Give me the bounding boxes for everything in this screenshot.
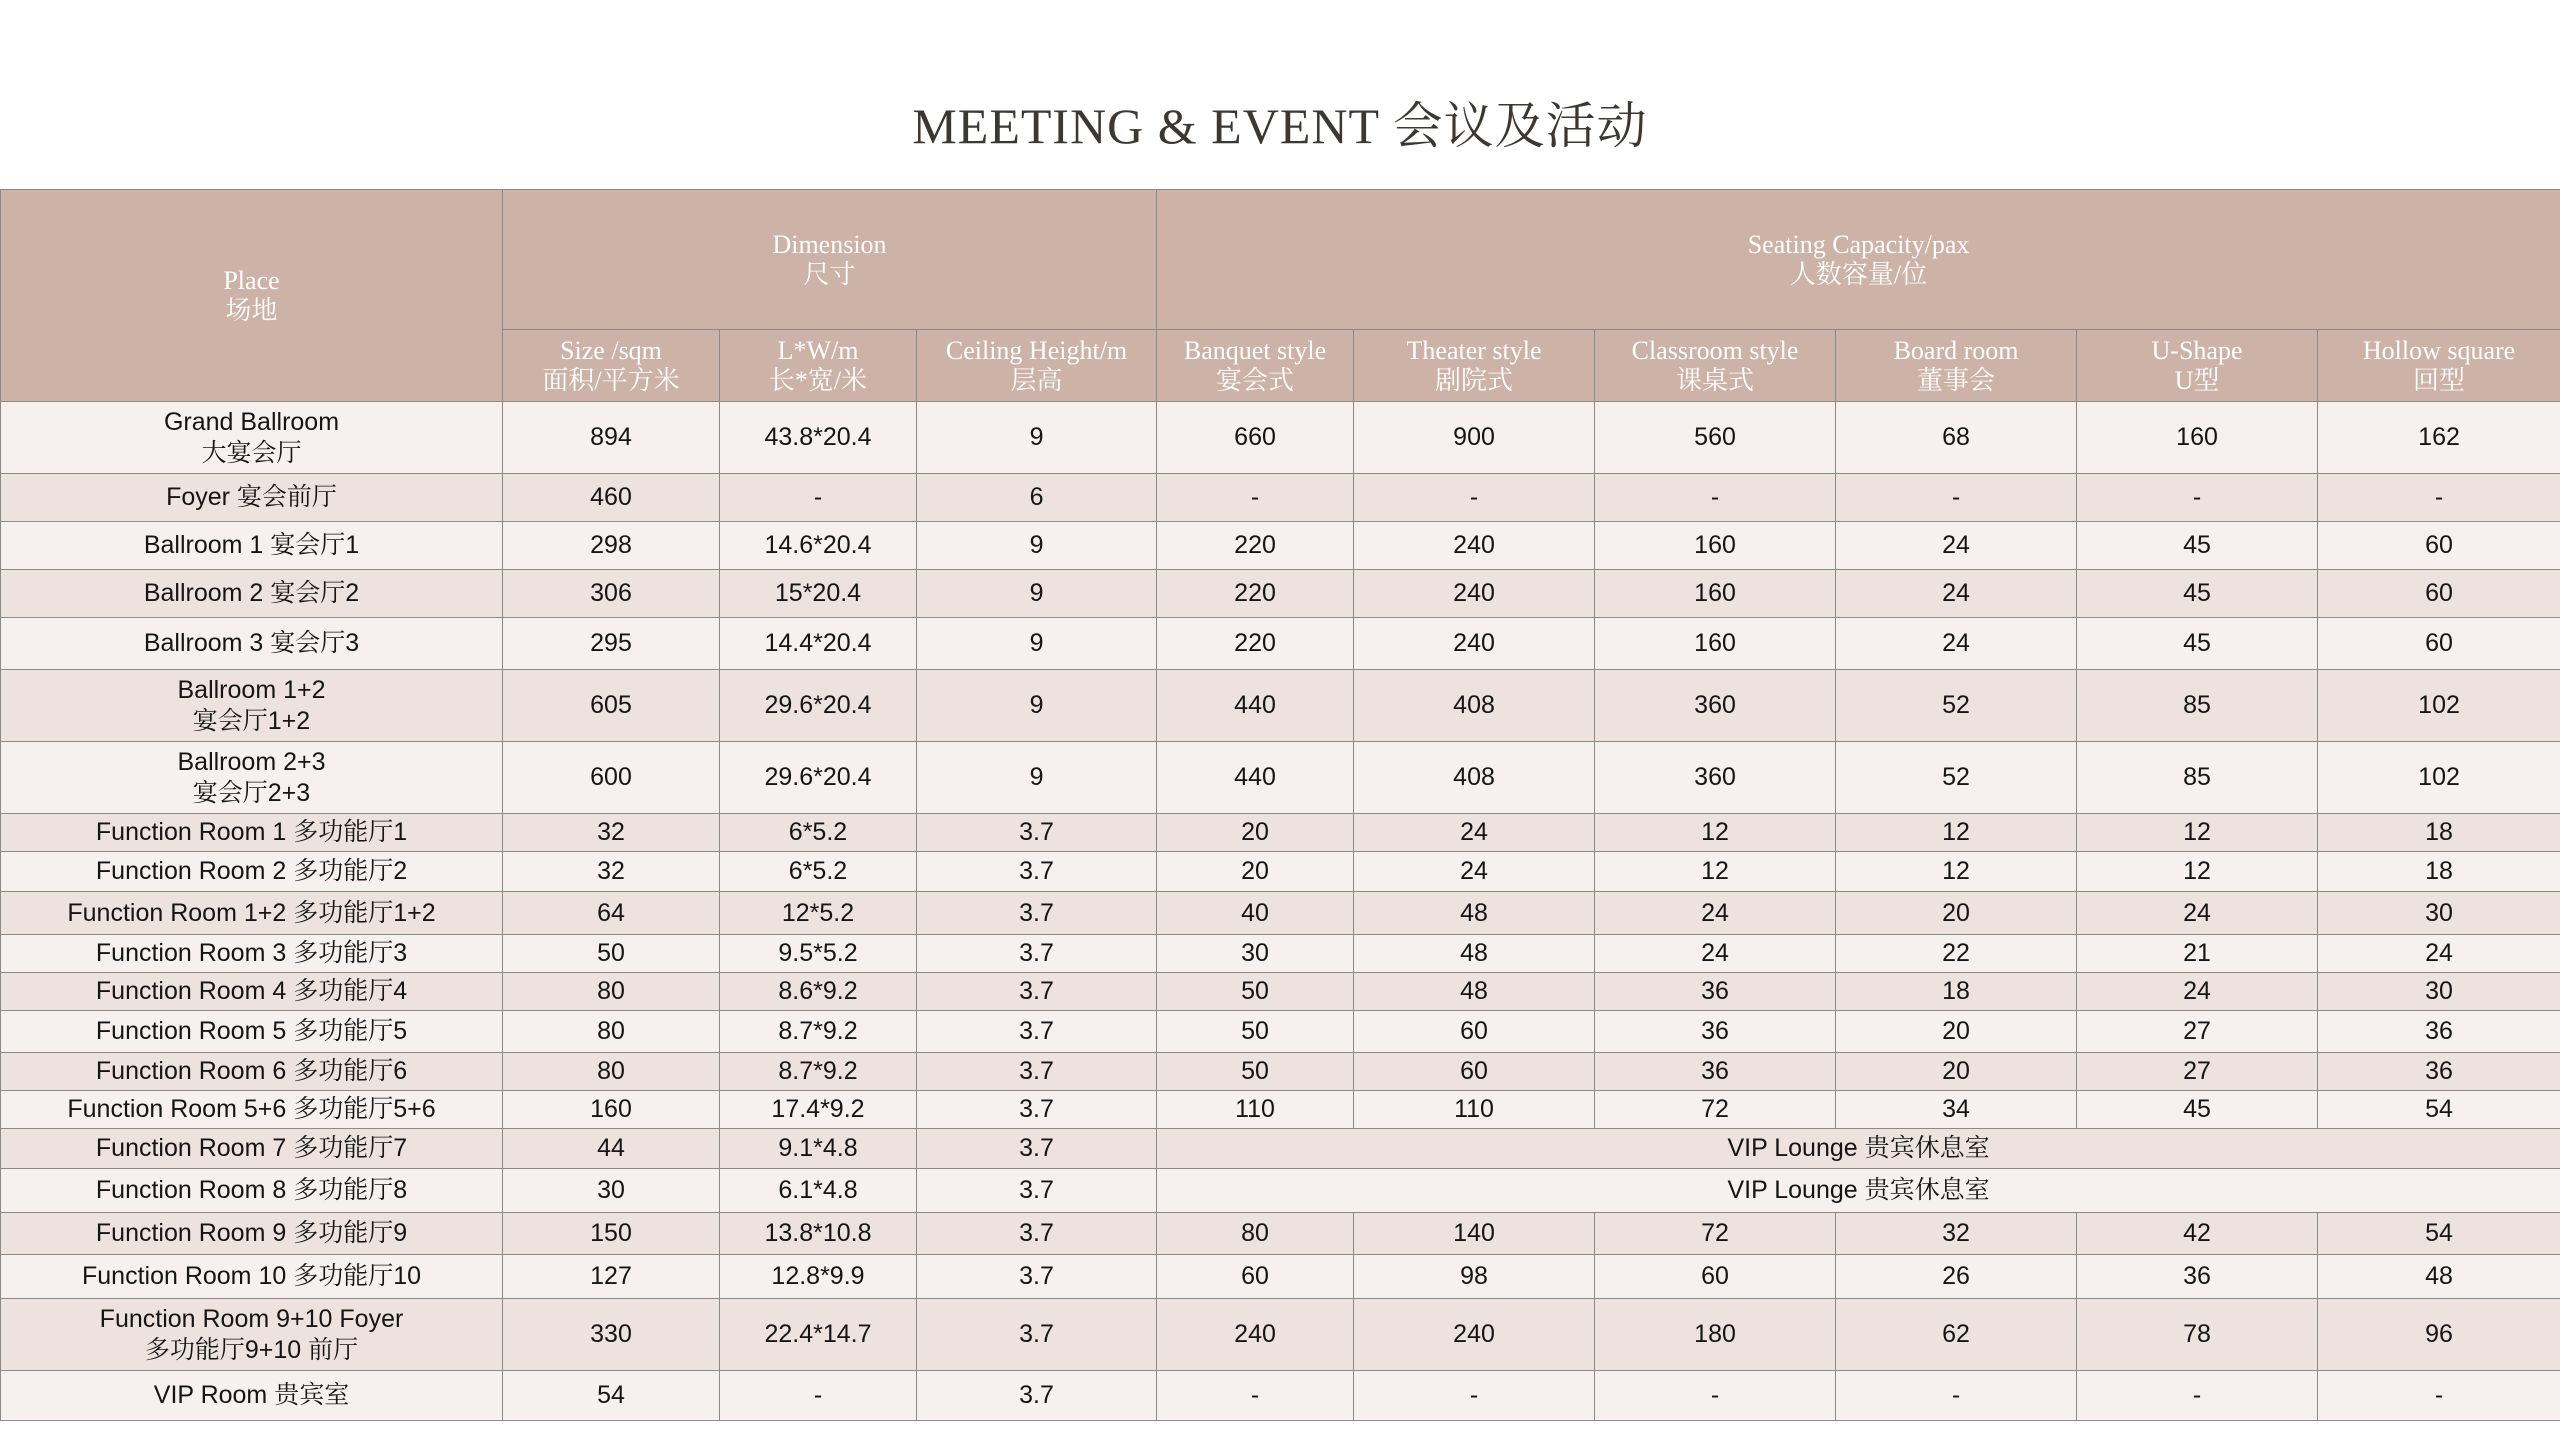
place-cell [1,973,503,1011]
place-cell [1,935,503,973]
place-cell [1,522,503,570]
value-cell: 80 [503,1053,720,1091]
value-cell: 110 [1157,1091,1354,1129]
place-cell [1,570,503,618]
value-cell: 30 [503,1169,720,1213]
value-cell: 6.1*4.8 [720,1169,917,1213]
place-name: Function Room 1+2 多功能厅1+2 [67,898,436,927]
table-row [1,474,2560,522]
value-cell: 50 [1157,1011,1354,1053]
value-cell: 140 [1354,1213,1595,1255]
table-row [1,1011,2560,1053]
column-header-en: L*W/m [777,335,859,365]
header-seating-zh: 人数容量/位 [1789,259,1928,289]
value-cell: 85 [2077,670,2318,742]
place-name: Ballroom 1 宴会厅1 [143,531,360,559]
value-cell: - [1157,474,1354,522]
place-cell [1,474,503,522]
place-name: Function Room 3 多功能厅3 [95,939,408,967]
place-name: Function Room 9+10 Foyer [99,1304,404,1333]
value-cell: 62 [1836,1299,2077,1371]
value-cell: 460 [503,474,720,522]
value-cell: 60 [1595,1255,1836,1299]
header-seating-en: Seating Capacity/pax [1747,229,1970,259]
value-cell: 18 [2318,852,2560,892]
value-cell: 894 [503,402,720,474]
value-cell: 3.7 [917,1255,1157,1299]
value-cell: 60 [2318,618,2560,670]
value-cell: 240 [1354,618,1595,670]
column-header-zh: U型 [2174,365,2220,395]
value-cell: 80 [503,1011,720,1053]
value-cell: 3.7 [917,852,1157,892]
value-cell: 180 [1595,1299,1836,1371]
place-cell [1,670,503,742]
value-cell: 12*5.2 [720,892,917,935]
value-cell: 20 [1157,852,1354,892]
value-cell: 24 [2077,973,2318,1011]
value-cell: 85 [2077,742,2318,814]
value-cell: 24 [2318,935,2560,973]
value-cell: 24 [1836,570,2077,618]
value-cell: 127 [503,1255,720,1299]
value-cell: 20 [1157,814,1354,852]
header-dimension-zh: 尺寸 [803,259,856,289]
value-cell: 12 [2077,852,2318,892]
value-cell: 3.7 [917,1053,1157,1091]
value-cell: 54 [2318,1091,2560,1129]
value-cell: 240 [1354,522,1595,570]
place-name: Foyer 宴会前厅 [166,483,337,511]
value-cell: 18 [1836,973,2077,1011]
header-place [1,190,503,402]
value-cell: 32 [1836,1213,2077,1255]
place-name: Function Room 9 多功能厅9 [95,1219,408,1247]
value-cell: 48 [1354,973,1595,1011]
value-cell: 9 [917,570,1157,618]
column-header [2318,330,2560,402]
place-cell [1,742,503,814]
value-cell: 44 [503,1129,720,1169]
table-row [1,1053,2560,1091]
place-name: Ballroom 1+2 [177,675,326,704]
table-row [1,1129,2560,1169]
column-header [503,330,720,402]
value-cell: 45 [2077,522,2318,570]
value-cell: 50 [1157,1053,1354,1091]
value-cell: 3.7 [917,1091,1157,1129]
column-header-en: U-Shape [2151,335,2243,365]
place-cell [1,1213,503,1255]
table-row [1,522,2560,570]
table-row [1,670,2560,742]
place-cell [1,402,503,474]
value-cell: 54 [503,1371,720,1421]
value-cell: 102 [2318,670,2560,742]
place-cell [1,1011,503,1053]
value-cell: 36 [1595,973,1836,1011]
table-row [1,402,2560,474]
value-cell: 12 [1836,814,2077,852]
value-cell: 330 [503,1299,720,1371]
table-row [1,1213,2560,1255]
value-cell: 60 [2318,522,2560,570]
value-cell: 14.4*20.4 [720,618,917,670]
value-cell: 15*20.4 [720,570,917,618]
value-cell: - [1836,1371,2077,1421]
column-header-zh: 面积/平方米 [542,365,680,395]
value-cell: - [1354,474,1595,522]
value-cell: 240 [1354,570,1595,618]
value-cell: 80 [1157,1213,1354,1255]
value-cell: 36 [2077,1255,2318,1299]
value-cell: 8.7*9.2 [720,1053,917,1091]
value-cell: 298 [503,522,720,570]
value-cell: 60 [1157,1255,1354,1299]
column-header-zh: 剧院式 [1435,365,1514,395]
value-cell: 14.6*20.4 [720,522,917,570]
value-cell: 72 [1595,1213,1836,1255]
value-cell: 80 [503,973,720,1011]
column-header [1157,330,1354,402]
table-row [1,1091,2560,1129]
place-name: Ballroom 3 宴会厅3 [143,629,360,657]
value-cell: 306 [503,570,720,618]
column-header [1836,330,2077,402]
place-cell [1,1371,503,1421]
value-cell: 9.1*4.8 [720,1129,917,1169]
place-name: 宴会厅2+3 [192,778,311,807]
place-cell [1,852,503,892]
value-cell: 160 [1595,570,1836,618]
column-header [917,330,1157,402]
table-row [1,1299,2560,1371]
place-cell [1,814,503,852]
table-row [1,1255,2560,1299]
value-cell: - [720,474,917,522]
value-cell: 64 [503,892,720,935]
value-cell: - [1595,1371,1836,1421]
place-cell [1,1255,503,1299]
column-header-en: Theater style [1406,335,1542,365]
value-cell: 660 [1157,402,1354,474]
value-cell: - [2318,474,2560,522]
value-cell: 52 [1836,670,2077,742]
value-cell: 20 [1836,1011,2077,1053]
merged-cell: VIP Lounge 贵宾休息室 [1157,1169,2560,1213]
venue-capacity-table [0,189,2560,1421]
place-name: 多功能厅9+10 前厅 [144,1335,359,1364]
value-cell: 12 [1595,814,1836,852]
value-cell: 30 [2318,973,2560,1011]
value-cell: 24 [1836,522,2077,570]
table-row [1,852,2560,892]
table-body [1,402,2560,1421]
value-cell: 24 [1836,618,2077,670]
column-header [720,330,917,402]
value-cell: 21 [2077,935,2318,973]
value-cell: 9 [917,402,1157,474]
merged-cell: VIP Lounge 贵宾休息室 [1157,1129,2560,1169]
value-cell: 12 [2077,814,2318,852]
place-name: Ballroom 2+3 [177,747,326,776]
value-cell: 48 [1354,892,1595,935]
value-cell: - [1157,1371,1354,1421]
value-cell: 24 [1354,814,1595,852]
value-cell: 162 [2318,402,2560,474]
table-row [1,892,2560,935]
value-cell: 24 [1595,935,1836,973]
table-row [1,973,2560,1011]
place-name: Function Room 6 多功能厅6 [95,1057,408,1085]
value-cell: 98 [1354,1255,1595,1299]
value-cell: 18 [2318,814,2560,852]
value-cell: 24 [1595,892,1836,935]
value-cell: 20 [1836,1053,2077,1091]
place-cell [1,892,503,935]
place-name: Function Room 8 多功能厅8 [95,1176,408,1204]
value-cell: 220 [1157,522,1354,570]
column-header-zh: 宴会式 [1216,365,1295,395]
header-seating [1157,190,2560,330]
value-cell: 36 [2318,1011,2560,1053]
value-cell: 50 [503,935,720,973]
header-dimension-en: Dimension [772,229,887,259]
value-cell: 3.7 [917,1371,1157,1421]
value-cell: 9 [917,670,1157,742]
value-cell: - [2077,474,2318,522]
value-cell: 32 [503,852,720,892]
value-cell: 240 [1157,1299,1354,1371]
value-cell: 605 [503,670,720,742]
value-cell: 72 [1595,1091,1836,1129]
value-cell: 6*5.2 [720,852,917,892]
value-cell: 220 [1157,570,1354,618]
value-cell: 360 [1595,670,1836,742]
value-cell: 13.8*10.8 [720,1213,917,1255]
value-cell: - [2077,1371,2318,1421]
value-cell: 60 [1354,1011,1595,1053]
value-cell: 3.7 [917,935,1157,973]
place-cell [1,618,503,670]
value-cell: 45 [2077,1091,2318,1129]
header-dimension [503,190,1157,330]
value-cell: 440 [1157,670,1354,742]
column-header-en: Hollow square [2362,335,2516,365]
value-cell: 60 [2318,570,2560,618]
column-header-en: Board room [1893,335,2019,365]
value-cell: - [720,1371,917,1421]
value-cell: 27 [2077,1011,2318,1053]
value-cell: 30 [2318,892,2560,935]
column-header-zh: 回型 [2413,365,2466,395]
column-header [1595,330,1836,402]
value-cell: 48 [1354,935,1595,973]
value-cell: 24 [2077,892,2318,935]
value-cell: 408 [1354,670,1595,742]
value-cell: 32 [503,814,720,852]
value-cell: 9.5*5.2 [720,935,917,973]
table-row [1,935,2560,973]
value-cell: 45 [2077,618,2318,670]
value-cell: 160 [503,1091,720,1129]
column-header-en: Size /sqm [560,335,662,365]
value-cell: 34 [1836,1091,2077,1129]
place-name: Function Room 10 多功能厅10 [81,1262,422,1290]
value-cell: 160 [1595,522,1836,570]
column-header-zh: 层高 [1010,365,1063,395]
table-row [1,1169,2560,1213]
value-cell: 3.7 [917,1213,1157,1255]
value-cell: 20 [1836,892,2077,935]
value-cell: 43.8*20.4 [720,402,917,474]
place-cell [1,1053,503,1091]
value-cell: 54 [2318,1213,2560,1255]
table-row [1,1371,2560,1421]
column-header-en: Classroom style [1631,335,1799,365]
value-cell: 9 [917,522,1157,570]
column-header-en: Banquet style [1183,335,1327,365]
value-cell: 78 [2077,1299,2318,1371]
value-cell: 50 [1157,973,1354,1011]
value-cell: - [1595,474,1836,522]
place-name: Function Room 7 多功能厅7 [95,1134,408,1162]
value-cell: 22 [1836,935,2077,973]
value-cell: 36 [2318,1053,2560,1091]
place-cell [1,1169,503,1213]
value-cell: 110 [1354,1091,1595,1129]
place-name: Ballroom 2 宴会厅2 [143,579,360,607]
value-cell: 3.7 [917,973,1157,1011]
value-cell: 900 [1354,402,1595,474]
column-header-zh: 董事会 [1917,365,1996,395]
value-cell: 68 [1836,402,2077,474]
value-cell: 12.8*9.9 [720,1255,917,1299]
value-cell: 160 [1595,618,1836,670]
place-name: 宴会厅1+2 [192,706,311,735]
value-cell: 3.7 [917,1129,1157,1169]
header-place-zh: 场地 [225,295,278,325]
value-cell: 600 [503,742,720,814]
value-cell: 360 [1595,742,1836,814]
value-cell: 52 [1836,742,2077,814]
value-cell: 3.7 [917,814,1157,852]
table-row [1,742,2560,814]
value-cell: 6*5.2 [720,814,917,852]
place-cell [1,1129,503,1169]
value-cell: 24 [1354,852,1595,892]
place-name: Function Room 5+6 多功能厅5+6 [67,1095,436,1123]
place-name: Function Room 1 多功能厅1 [95,818,408,846]
column-header-zh: 课桌式 [1676,365,1755,395]
value-cell: 160 [2077,402,2318,474]
place-cell [1,1299,503,1371]
place-name: 大宴会厅 [201,438,302,467]
place-name: Grand Ballroom [163,407,340,436]
value-cell: 36 [1595,1053,1836,1091]
value-cell: 12 [1836,852,2077,892]
place-cell [1,1091,503,1129]
value-cell: 42 [2077,1213,2318,1255]
column-header [2077,330,2318,402]
place-name: Function Room 4 多功能厅4 [95,977,408,1005]
value-cell: 96 [2318,1299,2560,1371]
value-cell: - [1836,474,2077,522]
value-cell: 8.7*9.2 [720,1011,917,1053]
place-name: Function Room 2 多功能厅2 [95,857,408,885]
place-name: VIP Room 贵宾室 [153,1381,350,1409]
value-cell: 30 [1157,935,1354,973]
column-header [1354,330,1595,402]
value-cell: 102 [2318,742,2560,814]
value-cell: 45 [2077,570,2318,618]
value-cell: 17.4*9.2 [720,1091,917,1129]
value-cell: 240 [1354,1299,1595,1371]
value-cell: 560 [1595,402,1836,474]
value-cell: 295 [503,618,720,670]
value-cell: 12 [1595,852,1836,892]
column-header-en: Ceiling Height/m [945,335,1128,365]
value-cell: 9 [917,618,1157,670]
value-cell: 60 [1354,1053,1595,1091]
value-cell: 48 [2318,1255,2560,1299]
value-cell: 9 [917,742,1157,814]
value-cell: - [1354,1371,1595,1421]
value-cell: 408 [1354,742,1595,814]
value-cell: 40 [1157,892,1354,935]
value-cell: 150 [503,1213,720,1255]
value-cell: 29.6*20.4 [720,742,917,814]
value-cell: 3.7 [917,1011,1157,1053]
value-cell: 26 [1836,1255,2077,1299]
value-cell: 3.7 [917,892,1157,935]
header-place-en: Place [223,265,280,295]
value-cell: 29.6*20.4 [720,670,917,742]
value-cell: 3.7 [917,1299,1157,1371]
table-row [1,814,2560,852]
value-cell: 3.7 [917,1169,1157,1213]
value-cell: 440 [1157,742,1354,814]
table-row [1,618,2560,670]
column-header-zh: 长*宽/米 [768,365,868,395]
value-cell: 6 [917,474,1157,522]
value-cell: 27 [2077,1053,2318,1091]
value-cell: 8.6*9.2 [720,973,917,1011]
place-name: Function Room 5 多功能厅5 [95,1017,408,1045]
value-cell: 22.4*14.7 [720,1299,917,1371]
value-cell: - [2318,1371,2560,1421]
table-header [1,190,2560,402]
value-cell: 220 [1157,618,1354,670]
table-row [1,570,2560,618]
value-cell: 36 [1595,1011,1836,1053]
page-title: MEETING & EVENT 会议及活动 [912,98,1648,154]
